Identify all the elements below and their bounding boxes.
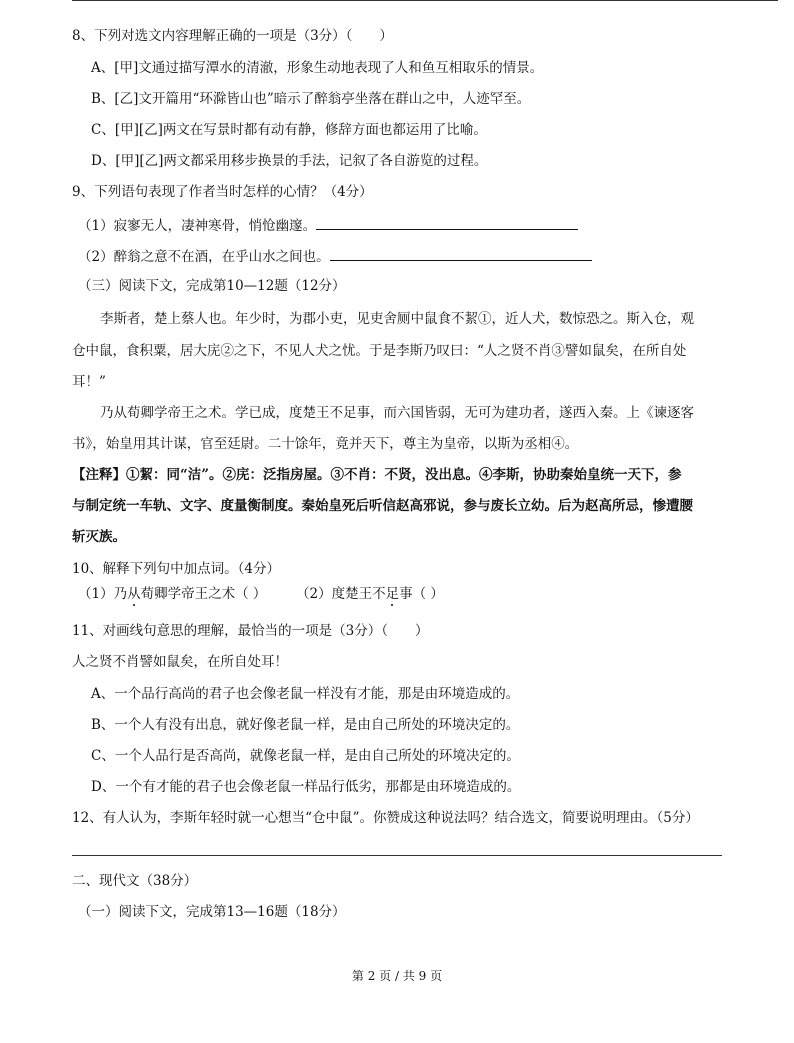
q9-answer-blank-2[interactable] <box>330 246 592 261</box>
q9-sentence-1-text: （1）寂寥无人，凄神寒骨，悄怆幽邃。 <box>78 218 317 234</box>
passage-p1-line-1: 李斯者，楚上蔡人也。年少时，为郡小吏，见吏舍厕中鼠食不絜①，近人犬，数惊恐之。斯入仓，观 <box>100 311 694 327</box>
notes-line-3: 斩灭族。 <box>72 529 126 545</box>
q11-option-a: A、一个品行高尚的君子也会像老鼠一样没有才能，那是由环境造成的。 <box>91 686 520 702</box>
q10-item-1-post: 荀卿学帝王之术（ ） <box>140 586 267 602</box>
q10-item-1-pre: （1）乃 <box>78 586 128 602</box>
part-2-subheading: （一）阅读下文，完成第13—16题（18分） <box>78 904 346 920</box>
q9-sentence-2 <box>78 246 592 266</box>
q9-sentence-2-text: （2）醉翁之意不在酒，在乎山水之间也。 <box>78 249 330 265</box>
q10-stem: 10、解释下列句中加点词。（4分） <box>72 561 281 577</box>
q11-option-d: D、一个有才能的君子也会像老鼠一样品行低劣，那都是由环境造成的。 <box>91 779 521 795</box>
section-3-heading: （三）阅读下文，完成第10—12题（12分） <box>78 278 346 294</box>
q10-item-2-post: 事（ ） <box>399 586 444 602</box>
section-divider <box>72 855 722 856</box>
q10-item-2-pre: （2）度楚王不 <box>296 586 386 602</box>
q11-option-b: B、一个人有没有出息，就好像老鼠一样，是由自己所处的环境决定的。 <box>91 717 520 733</box>
top-rule <box>72 0 778 1</box>
q9-stem: 9、下列语句表现了作者当时怎样的心情？（4分） <box>72 184 373 200</box>
q8-stem: 8、下列对选文内容理解正确的一项是（3分）（ ） <box>72 28 393 44</box>
q8-option-d: D、[甲][乙]两文都采用移步换景的手法，记叙了各自游览的过程。 <box>91 153 488 169</box>
q10-item-1-dotted-word: 从 <box>127 586 141 602</box>
q8-option-a: A、[甲]文通过描写潭水的清澈，形象生动地表现了人和鱼互相取乐的情景。 <box>91 60 544 76</box>
q11-stem: 11、对画线句意思的理解，最恰当的一项是（3分）（ ） <box>72 623 429 639</box>
q9-sentence-1 <box>78 215 578 235</box>
q10-item-2-dotted-word: 足 <box>385 586 400 602</box>
passage-p2-line-1: 乃从荀卿学帝王之术。学已成，度楚王不足事，而六国皆弱，无可为建功者，遂西入秦。上《谏逐客 <box>100 405 694 421</box>
passage-p1-line-3: 耳！” <box>72 374 106 390</box>
q11-quote: 人之贤不肖譬如鼠矣，在所自处耳！ <box>72 654 288 670</box>
q9-answer-blank-1[interactable] <box>316 215 578 230</box>
q12-stem: 12、有人认为，李斯年轻时就一心想当“仓中鼠”。你赞成这种说法吗？结合选文，简要说明理由。（5分） <box>72 810 699 826</box>
passage-p2-line-2: 书》，始皇用其计谋，官至廷尉。二十馀年，竟并天下，尊主为皇帝，以斯为丞相④。 <box>72 436 579 452</box>
page-footer: 第 2 页 / 共 9 页 <box>351 969 443 983</box>
part-2-heading: 二、现代文（38分） <box>72 873 198 889</box>
q8-option-b: B、[乙]文开篇用“环滁皆山也”暗示了醉翁亭坐落在群山之中，人迹罕至。 <box>91 91 531 107</box>
q8-option-c: C、[甲][乙]两文在写景时都有动有静，修辞方面也都运用了比喻。 <box>91 122 487 138</box>
q11-option-c: C、一个人品行是否高尚，就像老鼠一样，是由自己所处的环境决定的。 <box>91 748 520 764</box>
notes-line-2: 与制定统一车轨、文字、度量衡制度。秦始皇死后听信赵高邪说，参与废长立幼。后为赵高所忌，惨遭腰 <box>72 498 693 514</box>
q10-item-1 <box>78 585 266 603</box>
q10-item-2 <box>296 585 444 603</box>
notes-line-1: 【注释】①絜：同“洁”。②庑：泛指房屋。③不肖：不贤，没出息。④李斯，协助秦始皇统一天下，参 <box>72 467 682 483</box>
passage-p1-line-2: 仓中鼠，食积粟，居大庑②之下，不见人犬之忧。于是李斯乃叹曰：“人之贤不肖③譬如鼠矣，在所自处 <box>72 343 687 359</box>
